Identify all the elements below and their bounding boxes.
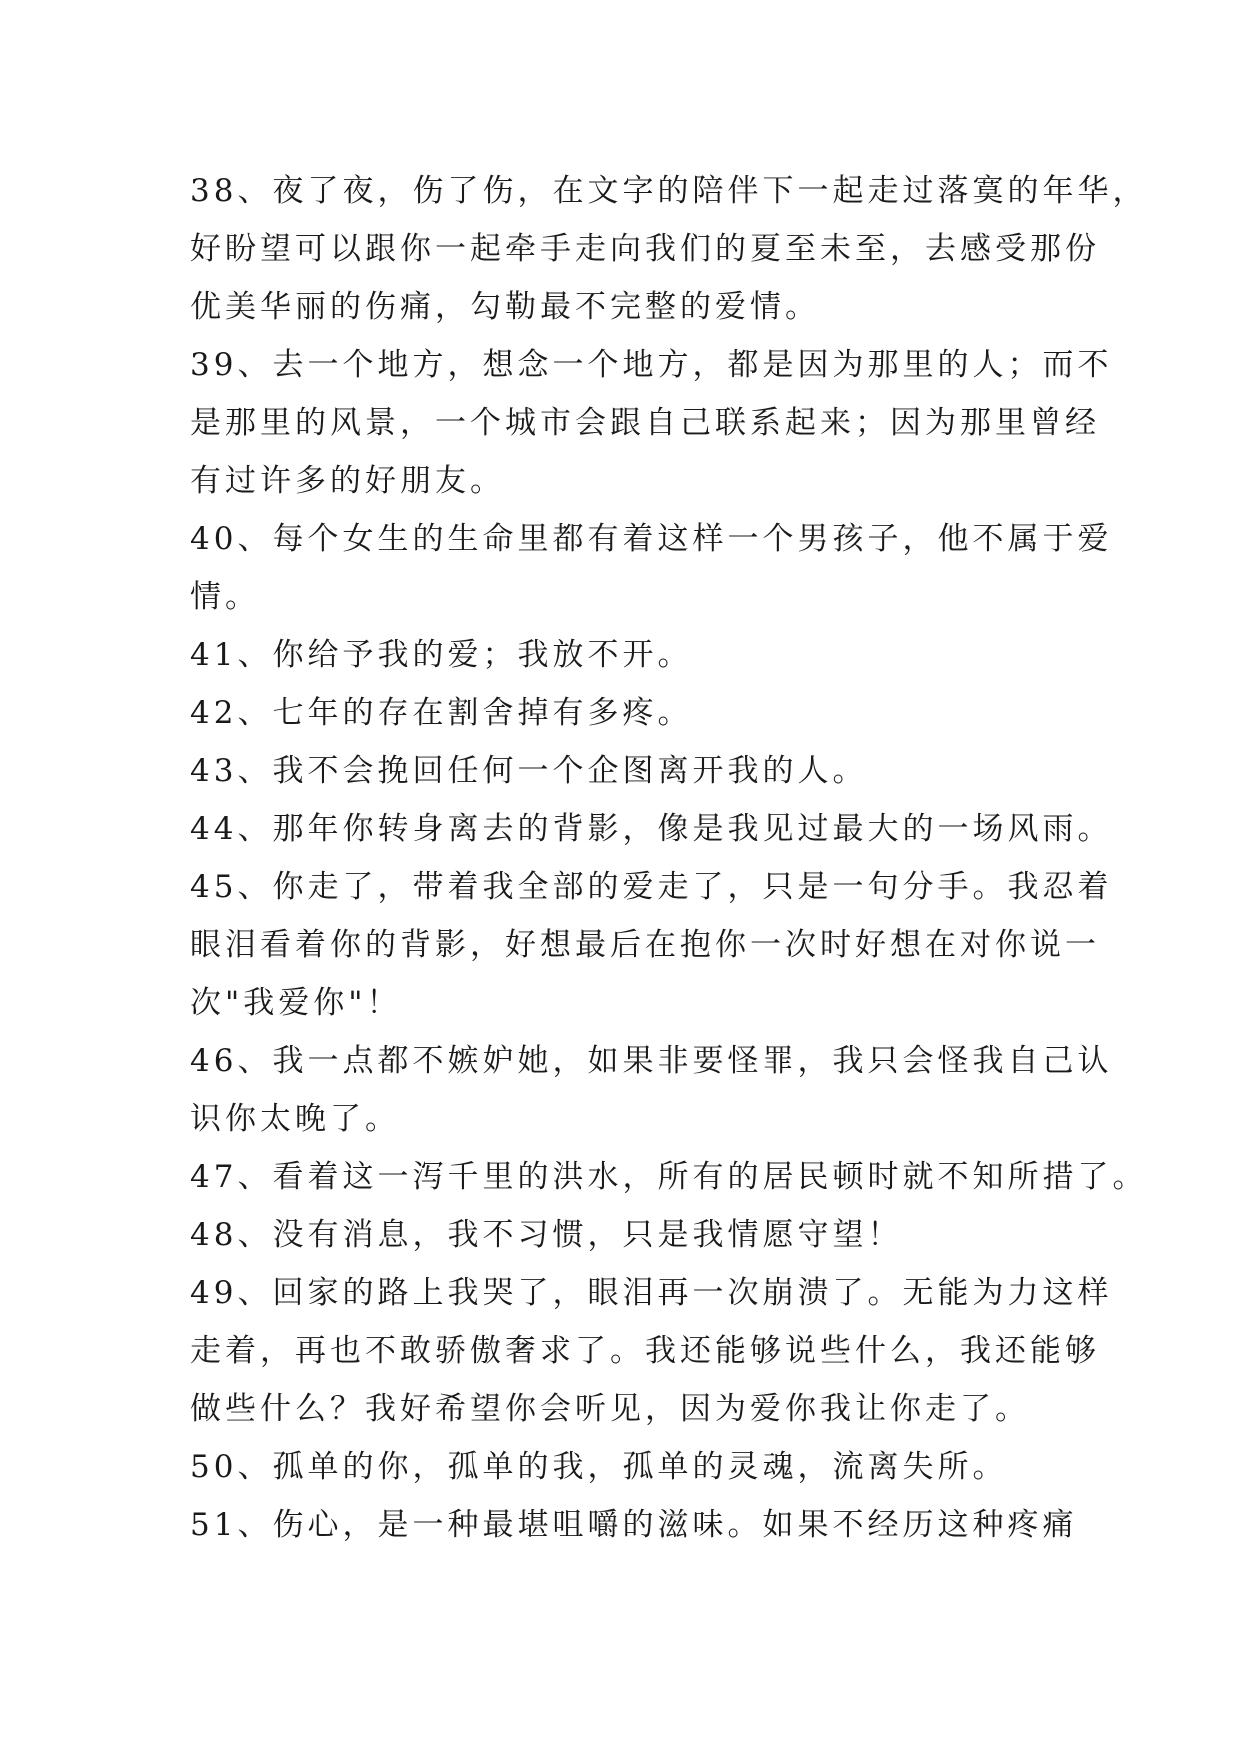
text-line: 49、回家的路上我哭了，眼泪再一次崩溃了。无能为力这样 bbox=[190, 1275, 1113, 1311]
text-line: 有过许多的好朋友。 bbox=[190, 463, 505, 499]
text-line: 次"我爱你"！ bbox=[190, 985, 402, 1021]
text-line: 44、那年你转身离去的背影，像是我见过最大的一场风雨。 bbox=[190, 811, 1113, 847]
text-line: 45、你走了，带着我全部的爱走了，只是一句分手。我忍着 bbox=[190, 869, 1113, 905]
text-line: 情。 bbox=[190, 579, 260, 615]
text-line: 50、孤单的你，孤单的我，孤单的灵魂，流离失所。 bbox=[190, 1449, 1008, 1485]
document-body bbox=[190, 162, 1148, 1554]
text-line: 42、七年的存在割舍掉有多疼。 bbox=[190, 695, 693, 731]
text-line: 39、去一个地方，想念一个地方，都是因为那里的人；而不 bbox=[190, 347, 1113, 383]
text-line: 识你太晚了。 bbox=[190, 1101, 400, 1137]
text-line: 走着，再也不敢骄傲奢求了。我还能够说些什么，我还能够 bbox=[190, 1333, 1100, 1369]
text-line: 51、伤心，是一种最堪咀嚼的滋味。如果不经历这种疼痛 bbox=[190, 1507, 1078, 1543]
text-line: 43、我不会挽回任何一个企图离开我的人。 bbox=[190, 753, 868, 789]
text-line: 48、没有消息，我不习惯，只是我情愿守望！ bbox=[190, 1217, 903, 1253]
text-line: 眼泪看着你的背影，好想最后在抱你一次时好想在对你说一 bbox=[190, 927, 1100, 963]
text-line: 是那里的风景，一个城市会跟自己联系起来；因为那里曾经 bbox=[190, 405, 1100, 441]
text-line: 优美华丽的伤痛，勾勒最不完整的爱情。 bbox=[190, 289, 820, 325]
text-line: 做些什么？我好希望你会听见，因为爱你我让你走了。 bbox=[190, 1391, 1030, 1427]
text-line: 38、夜了夜，伤了伤，在文字的陪伴下一起走过落寞的年华， bbox=[190, 173, 1148, 209]
text-line: 46、我一点都不嫉妒她，如果非要怪罪，我只会怪我自己认 bbox=[190, 1043, 1113, 1079]
text-line: 41、你给予我的爱；我放不开。 bbox=[190, 637, 693, 673]
text-line: 40、每个女生的生命里都有着这样一个男孩子，他不属于爱 bbox=[190, 521, 1113, 557]
text-line: 47、看着这一泻千里的洪水，所有的居民顿时就不知所措了。 bbox=[190, 1159, 1148, 1195]
text-line: 好盼望可以跟你一起牵手走向我们的夏至未至，去感受那份 bbox=[190, 231, 1100, 267]
